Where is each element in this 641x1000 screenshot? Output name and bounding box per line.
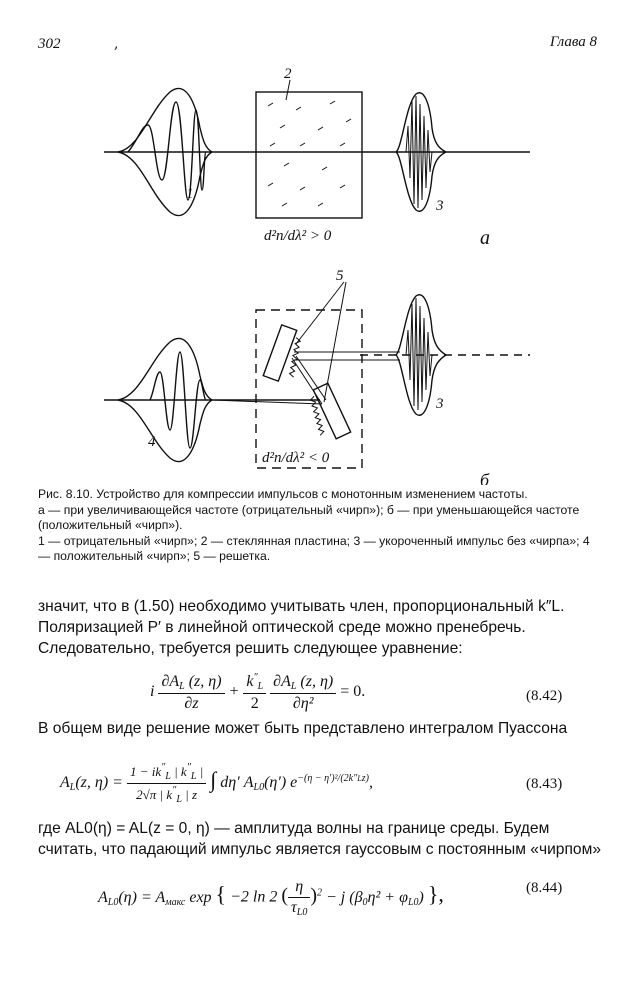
callout-5-leader bbox=[296, 282, 346, 402]
panel-label-a: а bbox=[480, 227, 490, 249]
paragraph-1: значит, что в (1.50) необходимо учитывать член, пропорциональный k″L. Поляризацией P′ в линейной оптической среде можно пренебречь. Следовательно, требуется решить следующее уравнение: bbox=[38, 598, 565, 657]
beam-grating-2-to-1-b bbox=[296, 356, 326, 400]
equation-8-42: i $\frac{\partial A_L (z, \eta)}{\partial z}$ + $\frac{k''_L}{2}$ $\frac{\partial A_L (z, \eta)}{\text{∂η²}}$ = 0. bbox=[150, 672, 366, 712]
panel-label-b: б bbox=[480, 470, 490, 485]
equation-8-44: $A_{L0}(\eta) = A_{макс}$ exp { −2 ln 2 ( $\frac{\eta}{\tau_{L0}}$ )$^2$ − j $(\beta_0\eta^2 + \varphi_{L0})$ }, bbox=[98, 878, 444, 918]
callout-2: 2 bbox=[284, 66, 292, 82]
condition-b: d²n/dλ² < 0 bbox=[262, 450, 330, 466]
caption-title: Рис. 8.10. Устройство для компрессии импульсов с монотонным изменением частоты. bbox=[38, 487, 528, 501]
callout-2-leader bbox=[286, 80, 290, 100]
pulse-3b-carrier bbox=[406, 298, 432, 410]
figure-caption bbox=[38, 487, 598, 565]
page-number: 302 bbox=[38, 36, 61, 52]
chapter-title: Глава 8 bbox=[549, 34, 597, 50]
beam-out bbox=[294, 352, 400, 360]
eq-number-8-43: (8.43) bbox=[526, 776, 563, 792]
caption-legend: 1 — отрицательный «чирп»; 2 — стеклянная пластина; 3 — укороченный импульс без «чирпа»; 4 — положительный «чирп»; 5 — решетка. bbox=[38, 533, 590, 564]
callout-1: 1 bbox=[186, 186, 194, 202]
callout-5: 5 bbox=[336, 268, 344, 284]
stray-mark: , bbox=[114, 36, 119, 52]
glass-texture bbox=[268, 101, 351, 206]
callout-4: 4 bbox=[148, 434, 156, 450]
eq-number-8-42: (8.42) bbox=[526, 688, 563, 704]
paragraph-2: В общем виде решение может быть представлено интегралом Пуассона bbox=[38, 720, 568, 737]
beam-grating-2-to-1-a bbox=[292, 358, 322, 404]
paragraph-3: где AL0(η) = AL(z = 0, η) — амплитуда волны на границе среды. Будем считать, что падающий импульс является гауссовым с постоянным «чирпом» bbox=[38, 820, 601, 858]
equation-8-43: $A_L(z$, η) = $\frac{1 - ik''_L | k''_L |}{2√\pi | k''_L | z}$ ∫ dη′ $A_{L0}(\eta')$ $e^{-(\eta - \eta')^2/(2k''Lz)}$, bbox=[60, 762, 373, 805]
glass-plate bbox=[256, 92, 362, 218]
grating-1 bbox=[263, 325, 306, 381]
caption-ab: а — при увеличивающейся частоте (отрицательный «чирп»); б — при уменьшающейся частоте (положительный «чирп»). bbox=[38, 502, 580, 533]
callout-3a: 3 bbox=[436, 198, 444, 214]
grating-2 bbox=[304, 383, 351, 439]
grating-enclosure bbox=[256, 310, 362, 468]
callout-3b: 3 bbox=[436, 396, 444, 412]
condition-a: d²n/dλ² > 0 bbox=[264, 228, 332, 244]
figure-8-10 bbox=[0, 60, 641, 485]
eq-number-8-44: (8.44) bbox=[526, 880, 563, 896]
pulse-1-envelope-bottom bbox=[118, 152, 212, 216]
pulse-1-carrier bbox=[128, 102, 206, 200]
pulse-4-envelope-bottom bbox=[118, 400, 212, 462]
